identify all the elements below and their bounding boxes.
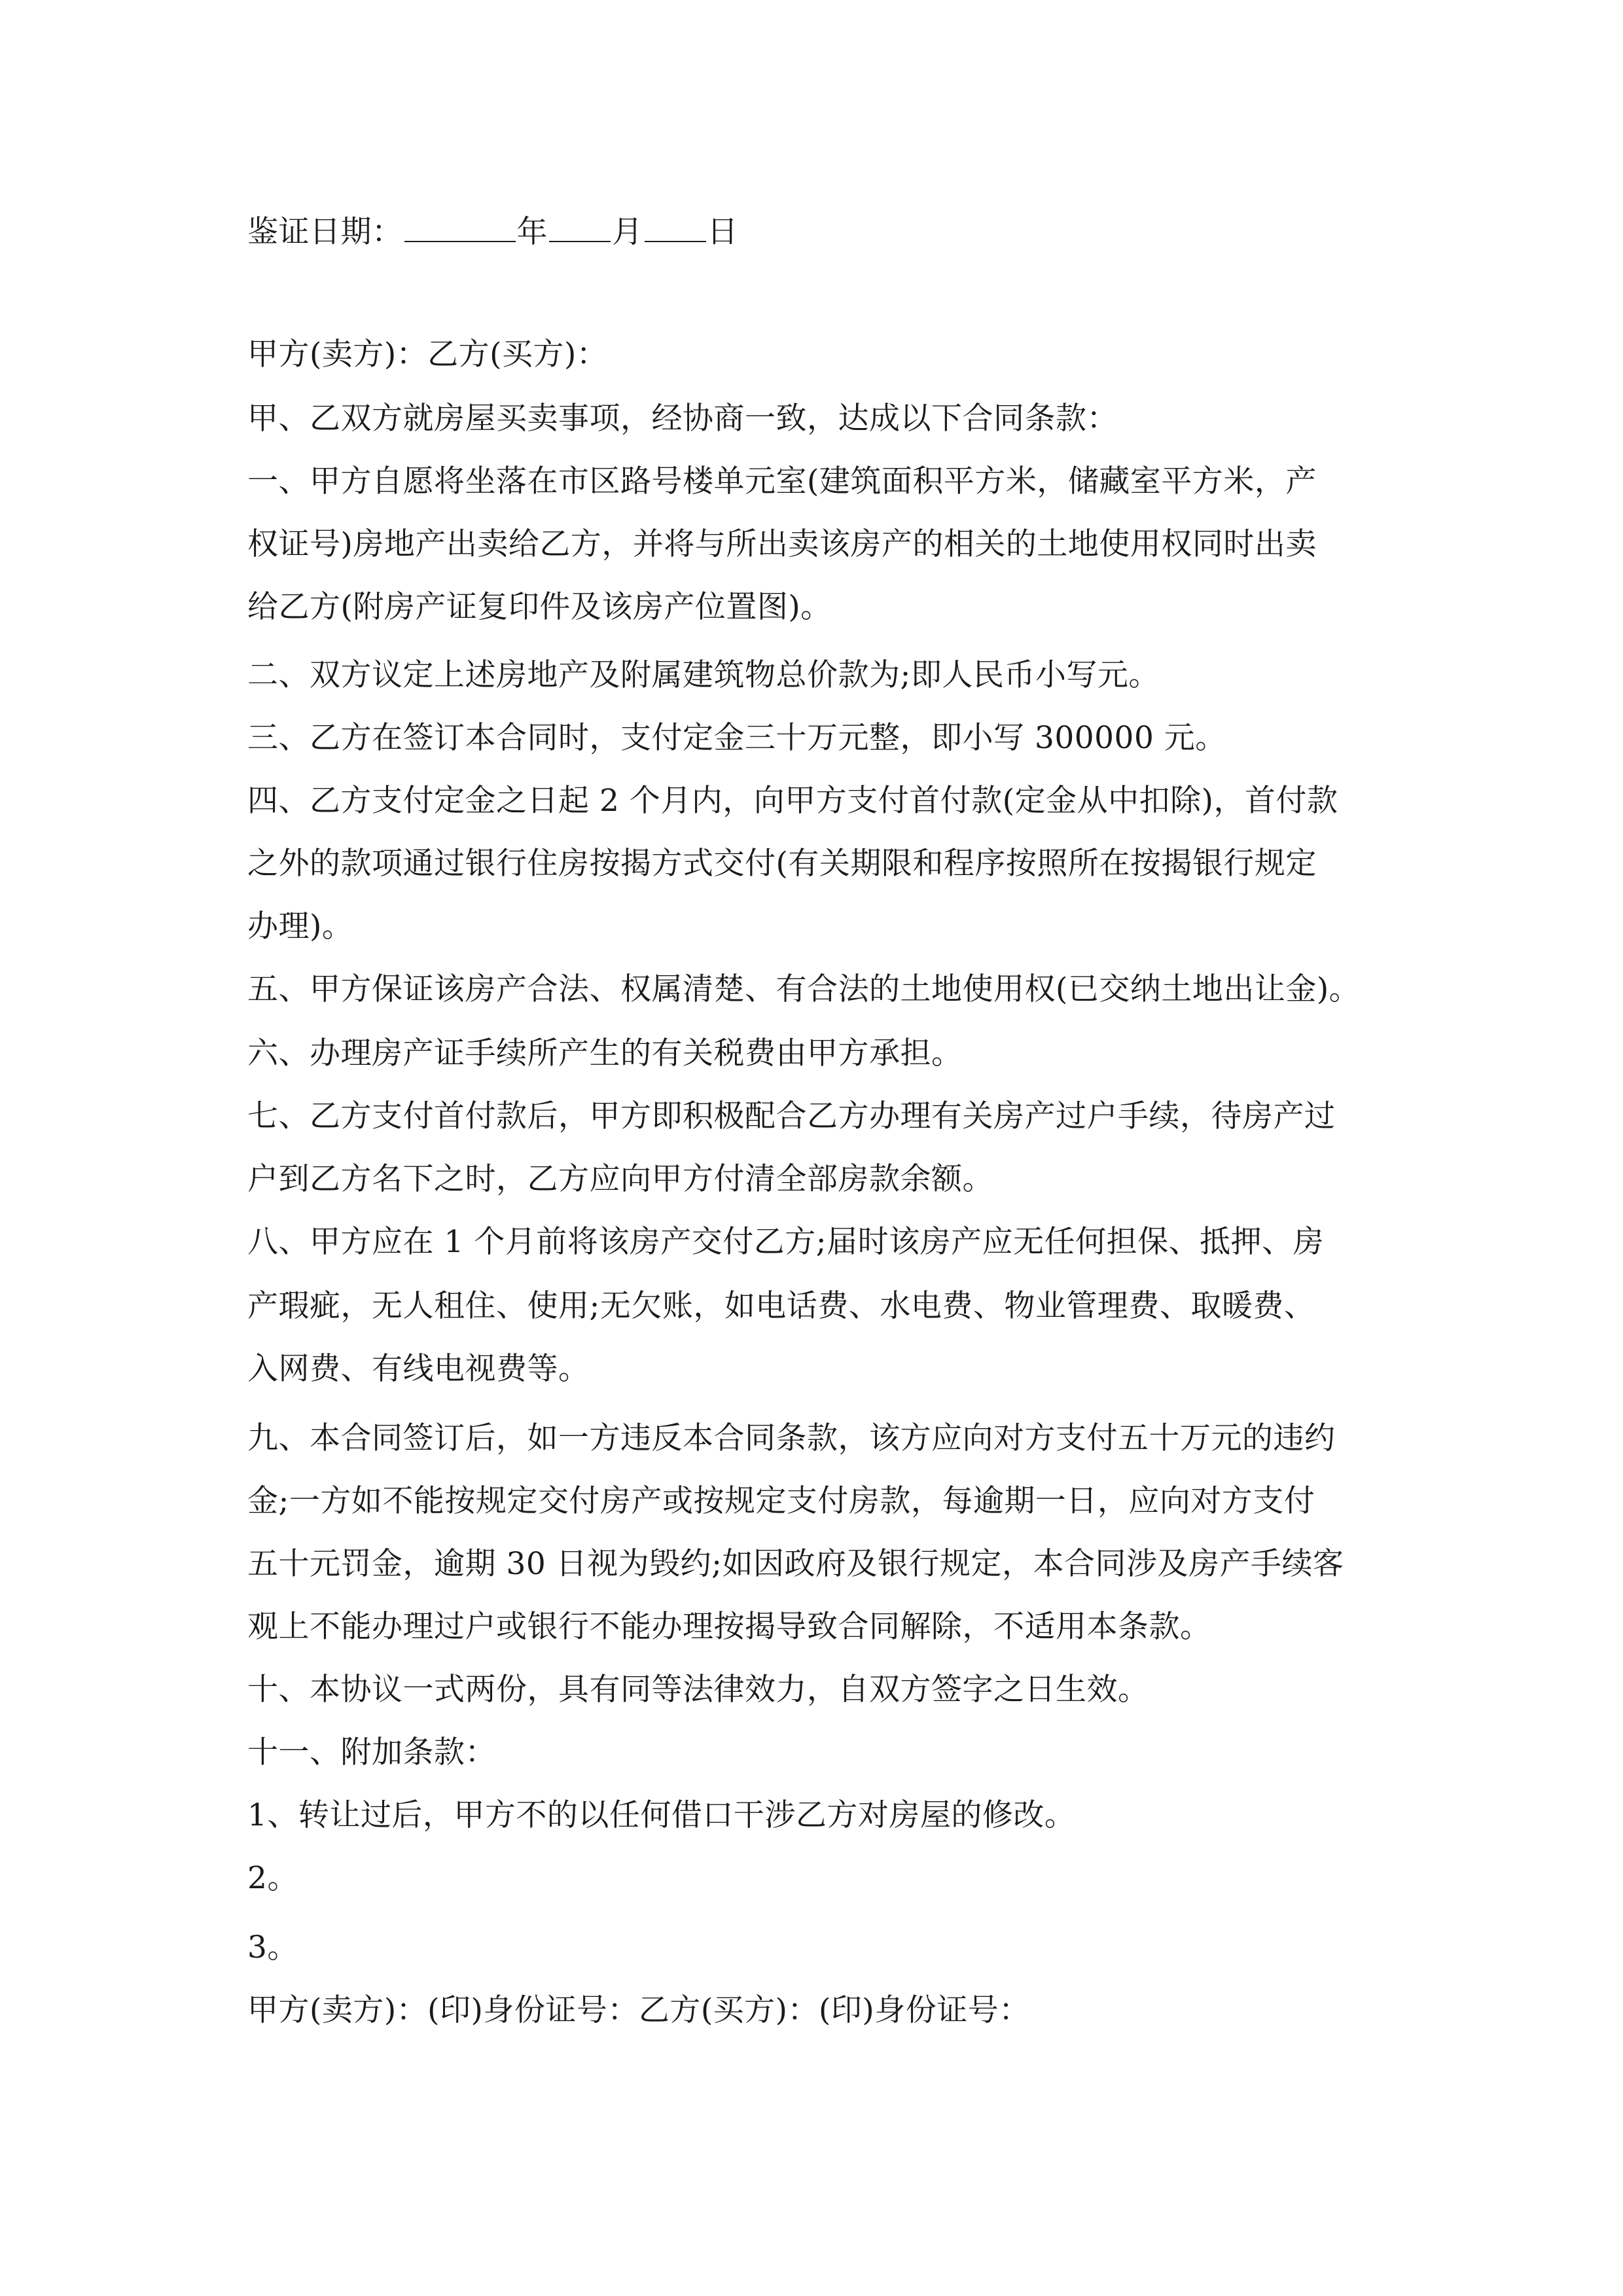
clause-1-line-2: 权证号)房地产出卖给乙方，并将与所出卖该房产的相关的土地使用权同时出卖 <box>247 526 1317 562</box>
month-label: 月 <box>612 214 643 250</box>
preamble-line: 甲、乙双方就房屋买卖事项，经协商一致，达成以下合同条款： <box>247 401 1118 437</box>
signature-line: 甲方(卖方)：(印)身份证号：乙方(买方)：(印)身份证号： <box>247 1992 1030 2028</box>
clause-6-line-1: 六、办理房产证手续所产生的有关税费由甲方承担。 <box>247 1035 963 1071</box>
verification-date-label: 鉴证日期： <box>247 214 403 250</box>
clause-7-line-1: 七、乙方支付首付款后，甲方即积极配合乙方办理有关房产过户手续，待房产过 <box>247 1098 1336 1134</box>
clause-7-line-2: 户到乙方名下之时，乙方应向甲方付清全部房款余额。 <box>247 1161 993 1197</box>
day-blank <box>645 211 706 242</box>
clause-8-line-1: 八、甲方应在 1 个月前将该房产交付乙方;届时该房产应无任何担保、抵押、房 <box>247 1224 1325 1260</box>
day-label: 日 <box>707 214 738 250</box>
clause-4-line-3: 办理)。 <box>247 908 353 944</box>
clause-9-line-1: 九、本合同签订后，如一方违反本合同条款，该方应向对方支付五十万元的违约 <box>247 1420 1336 1456</box>
clause-8-line-3: 入网费、有线电视费等。 <box>247 1351 590 1387</box>
clause-9-line-2: 金;一方如不能按规定交付房产或按规定支付房款，每逾期一日，应向对方支付 <box>247 1483 1315 1519</box>
additional-term-2: 2。 <box>247 1860 298 1896</box>
clause-5-line-1: 五、甲方保证该房产合法、权属清楚、有合法的土地使用权(已交纳土地出让金)。 <box>247 971 1361 1007</box>
clause-8-line-2: 产瑕疵，无人租住、使用;无欠账，如电话费、水电费、物业管理费、取暖费、 <box>247 1288 1315 1324</box>
year-label: 年 <box>516 214 548 250</box>
clause-2-line-1: 二、双方议定上述房地产及附属建筑物总价款为;即人民币小写元。 <box>247 657 1160 693</box>
additional-term-1: 1、转让过后，甲方不的以任何借口干涉乙方对房屋的修改。 <box>247 1797 1076 1833</box>
month-blank <box>549 211 611 242</box>
clause-4-line-2: 之外的款项通过银行住房按揭方式交付(有关期限和程序按照所在按揭银行规定 <box>247 846 1317 882</box>
clause-1-line-3: 给乙方(附房产证复印件及该房产位置图)。 <box>247 589 832 625</box>
clause-9-line-3: 五十元罚金，逾期 30 日视为毁约;如因政府及银行规定，本合同涉及房产手续客 <box>247 1546 1344 1582</box>
additional-term-3: 3。 <box>247 1929 298 1965</box>
clause-11-heading: 十一、附加条款： <box>247 1734 496 1770</box>
clause-9-line-4: 观上不能办理过户或银行不能办理按揭导致合同解除，不适用本条款。 <box>247 1609 1211 1645</box>
parties-line: 甲方(卖方)：乙方(买方)： <box>247 336 608 372</box>
clause-1-line-1: 一、甲方自愿将坐落在市区路号楼单元室(建筑面积平方米，储藏室平方米，产 <box>247 463 1317 499</box>
clause-10-line-1: 十、本协议一式两份，具有同等法律效力，自双方签字之日生效。 <box>247 1672 1149 1708</box>
clause-3-line-1: 三、乙方在签订本合同时，支付定金三十万元整，即小写 300000 元。 <box>247 720 1226 756</box>
clause-4-line-1: 四、乙方支付定金之日起 2 个月内，向甲方支付首付款(定金从中扣除)，首付款 <box>247 783 1338 819</box>
verification-date-line <box>247 211 738 252</box>
year-blank <box>404 211 516 242</box>
